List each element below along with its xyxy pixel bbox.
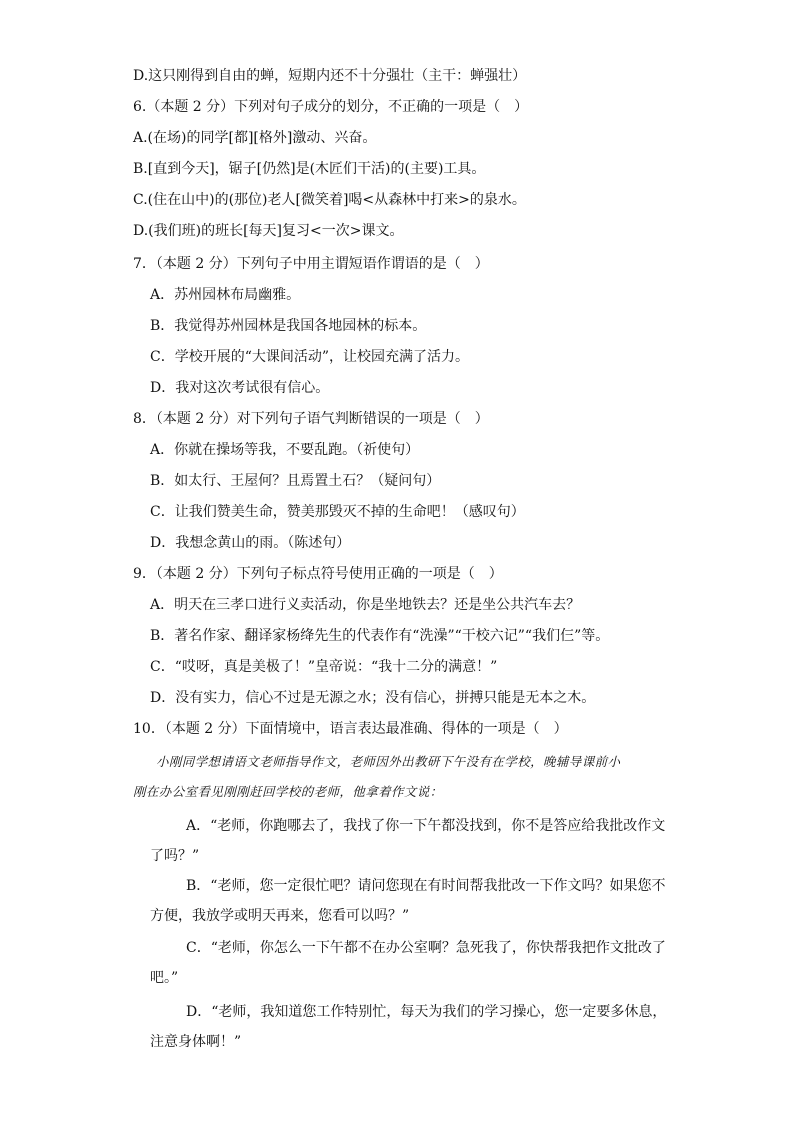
q9-option-d: D．没有实力，信心不过是无源之水；没有信心，拼搏只能是无本之木。 bbox=[150, 690, 596, 706]
q10-option-b-line-1: B．“老师，您一定很忙吧？请问您现在有时间帮我批改一下作文吗？如果您不 bbox=[186, 878, 666, 894]
q10-option-d-line-1: D．“老师，我知道您工作特别忙，每天为我们的学习操心，您一定要多休息， bbox=[186, 1004, 667, 1020]
q10-option-c-line-1: C．“老师，你怎么一下午都不在办公室啊？急死我了，你快帮我把作文批改了 bbox=[186, 940, 666, 956]
q8-option-a: A．你就在操场等我，不要乱跑。（祈使句） bbox=[150, 442, 420, 458]
q8-option-b: B．如太行、王屋何？且焉置土石？（疑问句） bbox=[150, 473, 441, 489]
q10-scenario-line-2: 刚在办公室看见刚刚赶回学校的老师，他拿着作文说： bbox=[133, 784, 443, 799]
q8-option-d: D．我想念黄山的雨。（陈述句） bbox=[150, 535, 351, 551]
q8-stem: 8．（本题 2 分）对下列句子语气判断错误的一项是（ ） bbox=[133, 411, 489, 427]
q8-option-c: C．让我们赞美生命，赞美那毁灭不掉的生命吧！（感叹句） bbox=[150, 504, 525, 520]
q6-option-d: D.(我们班)的班长[每天]复习<一次>课文。 bbox=[133, 223, 404, 239]
q9-stem: 9．（本题 2 分）下列句子标点符号使用正确的一项是（ ） bbox=[133, 566, 503, 582]
q10-option-b-line-2: 方便，我放学或明天再来，您看可以吗？” bbox=[150, 908, 410, 924]
q6-stem: 6.（本题 2 分）下列对句子成分的划分，不正确的一项是（ ） bbox=[133, 99, 529, 115]
q7-option-b: B．我觉得苏州园林是我国各地园林的标本。 bbox=[150, 318, 427, 334]
q6-option-c: C.(住在山中)的(那位)老人[微笑着]喝<从森林中打来>的泉水。 bbox=[133, 192, 526, 208]
q9-option-a: A．明天在三孝口进行义卖活动，你是坐地铁去？还是坐公共汽车去？ bbox=[150, 597, 581, 613]
q10-option-a-line-1: A．“老师，你跑哪去了，我找了你一下午都没找到，你不是答应给我批改作文 bbox=[186, 818, 666, 834]
q9-option-c: C．“哎呀，真是美极了！”皇帝说：“我十二分的满意！” bbox=[150, 659, 498, 675]
q10-option-a-line-2: 了吗？” bbox=[150, 848, 200, 864]
q7-option-c: C．学校开展的“大课间活动”，让校园充满了活力。 bbox=[150, 349, 470, 365]
q10-scenario-line-1: 小刚同学想请语文老师指导作文，老师因外出教研下午没有在学校，晚辅导课前小 bbox=[156, 754, 621, 769]
q6-option-b: B.[直到今天]，锯子[仍然]是(木匠们干活)的(主要)工具。 bbox=[133, 161, 486, 177]
q10-option-c-line-2: 吧。” bbox=[150, 970, 179, 986]
q9-option-b: B．著名作家、翻译家杨绛先生的代表作有“洗澡”“干校六记”“我们仨”等。 bbox=[150, 628, 610, 644]
q7-option-d: D．我对这次考试很有信心。 bbox=[150, 380, 330, 396]
q5-option-d: D.这只刚得到自由的蝉，短期内还不十分强壮（主干：蝉强壮） bbox=[133, 68, 527, 84]
q7-stem: 7．（本题 2 分）下列句子中用主谓短语作谓语的是（ ） bbox=[133, 256, 489, 272]
q7-option-a: A．苏州园林布局幽雅。 bbox=[150, 287, 301, 303]
q10-option-d-line-2: 注意身体啊！” bbox=[150, 1034, 242, 1050]
q6-option-a: A.(在场)的同学[都][格外]激动、兴奋。 bbox=[133, 130, 377, 146]
q10-stem: 10．（本题 2 分）下面情境中，语言表达最准确、得体的一项是（ ） bbox=[133, 721, 568, 737]
